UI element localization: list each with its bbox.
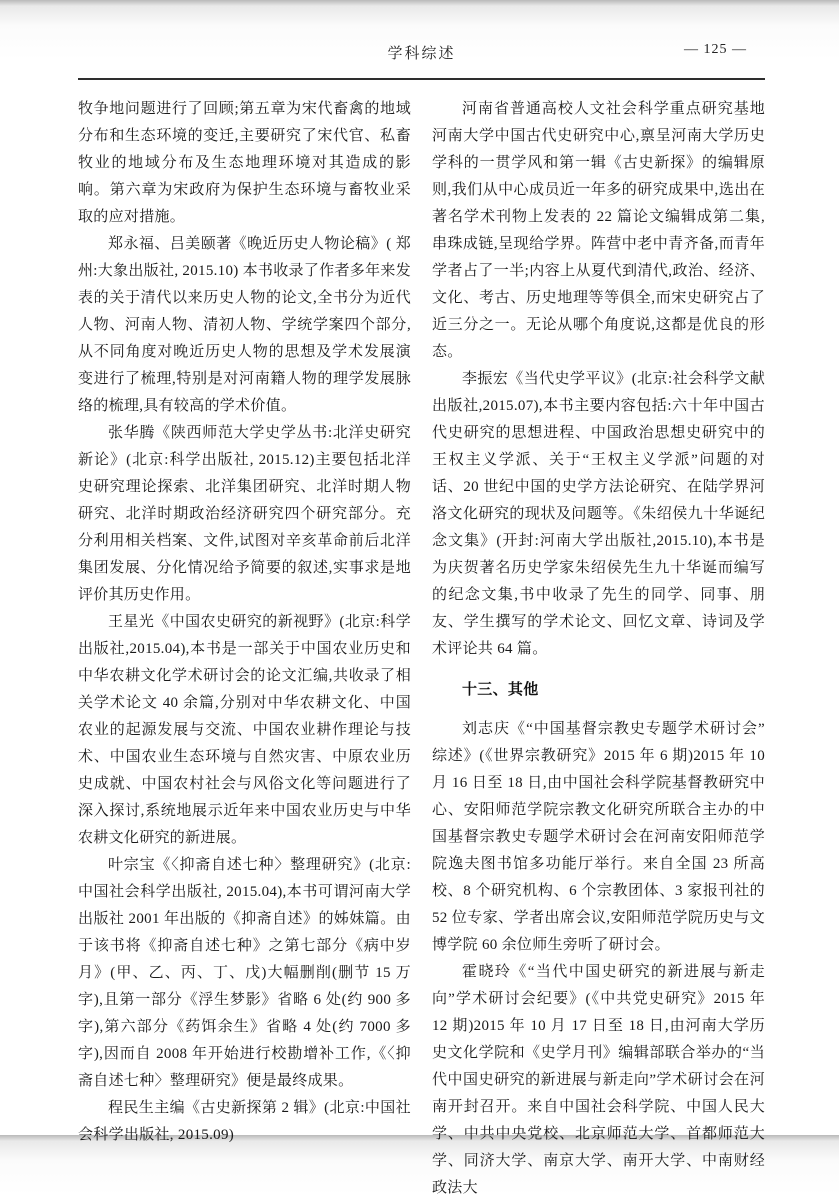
page-title: 学科综述 [387,46,456,62]
paragraph: 王星光《中国农史研究的新视野》(北京:科学出版社,2015.04),本书是一部关于中国农业历史和中华农耕文化学术研讨会的论文汇编,共收录了相关学术论文 40 余篇,分别对中华农耕文化、中国农业的起源发展与交流、中国农业耕作理论与技术、中国农业生态环境与自然灾害、中原农业历史成就、中国农村社会与风俗文化等问题进行了深入探讨,系统地展示近年来中国农业历史与中华农耕文化研究的新进展。 [78,614,411,846]
paragraph: 刘志庆《“中国基督宗教史专题学术研讨会”综述》(《世界宗教研究》2015 年 6 期)2015 年 10 月 16 日至 18 日,由中国社会科学院基督教研究中心、安阳师范学院宗教文化研究所联合主办的中国基督宗教史专题学术研讨会在河南安阳师范学院逸夫图书馆多功能厅举行。来自全国 23 所高校、8 个研究机构、6 个宗教团体、3 家报刊社的 52 位专家、学者出席会议,安阳师范学院历史与文博学院 60 余位师生旁听了研讨会。 [432,721,765,953]
paragraph: 李振宏《当代史学平议》(北京:社会科学文献出版社,2015.07),本书主要内容包括:六十年中国古代史研究的思想进程、中国政治思想史研究中的王权主义学派、关于“王权主义学派”问题的对话、20 世纪中国的史学方法论研究、在陆学界河洛文化研究的现状及问题等。《朱绍侯九十华诞纪念文集》(开封:河南大学出版社,2015.10),本书是为庆贺著名历史学家朱绍侯先生九十华诞而编写的纪念文集,书中收录了先生的同学、同事、朋友、学生撰写的学术论文、回忆文章、诗词及学术评论共 64 篇。 [432,371,765,657]
left-column [78,96,411,1202]
page-header [78,42,765,80]
right-column [432,96,765,1202]
paragraph: 河南省普通高校人文社会科学重点研究基地河南大学中国古代史研究中心,禀呈河南大学历史学科的一贯学风和第一辑《古史新探》的编辑原则,我们从中心成员近一年多的研究成果中,选出在著名学术刊物上发表的 22 篇论文编辑成第二集,串珠成链,呈现给学界。阵营中老中青齐备,而青年学者占了一半;内容上从夏代到清代,政治、经济、文化、考古、历史地理等等俱全,而宋史研究占了近三分之一。无论从哪个角度说,这都是优良的形态。 [432,101,765,360]
paragraph: 郑永福、吕美颐著《晚近历史人物论稿》( 郑州:大象出版社, 2015.10) 本书收录了作者多年来发表的关于清代以来历史人物的论文,全书分为近代人物、河南人物、清初人物、学统学案四个部分,从不同角度对晚近历史人物的思想及学术发展演变进行了梳理,特别是对河南籍人物的理学发展脉络的梳理,具有较高的学术价值。 [78,236,411,414]
paragraph: 程民生主编《古史新探第 2 辑》(北京:中国社会科学出版社, 2015.09) [78,1100,411,1143]
two-column-body [78,96,765,1202]
section-heading-other: 十三、其他 [462,681,539,698]
page-number: — 125 — [684,42,747,57]
paragraph: 叶宗宝《〈抑斋自述七种〉整理研究》(北京:中国社会科学出版社, 2015.04),本书可谓河南大学出版社 2001 年出版的《抑斋自述》的姊妹篇。由于该书将《抑斋自述七种》之第七部分《病中岁月》(甲、乙、丙、丁、戊)大幅删削(删节 15 万字),且第一部分《浮生梦影》省略 6 处(约 900 多字),第六部分《药饵余生》省略 4 处(约 7000 多字),因而自 2008 年开始进行校勘增补工作,《〈抑斋自述七种〉整理研究》便是最终成果。 [78,857,411,1089]
paragraph: 霍晓玲《“当代中国史研究的新进展与新走向”学术研讨会纪要》(《中共党史研究》2015 年 12 期)2015 年 10 月 17 日至 18 日,由河南大学历史文化学院和《史学月刊》编辑部联合举办的“当代中国史研究的新进展与新走向”学术研讨会在河南开封召开。来自中国社会科学院、中国人民大学、中共中央党校、北京师范大学、首都师范大学、同济大学、南京大学、南开大学、中南财经政法大 [432,964,765,1196]
paragraph: 牧争地问题进行了回顾;第五章为宋代畜禽的地域分布和生态环境的变迁,主要研究了宋代官、私畜牧业的地域分布及生态地理环境对其造成的影响。第六章为宋政府为保护生态环境与畜牧业采取的应对措施。 [78,101,411,225]
paragraph: 张华腾《陕西师范大学史学丛书:北洋史研究新论》(北京:科学出版社, 2015.12)主要包括北洋史研究理论探索、北洋集团研究、北洋时期人物研究、北洋时期政治经济研究四个研究部分。充分利用相关档案、文件,试图对辛亥革命前后北洋集团发展、分化情况给予简要的叙述,实事求是地评价其历史作用。 [78,425,411,603]
